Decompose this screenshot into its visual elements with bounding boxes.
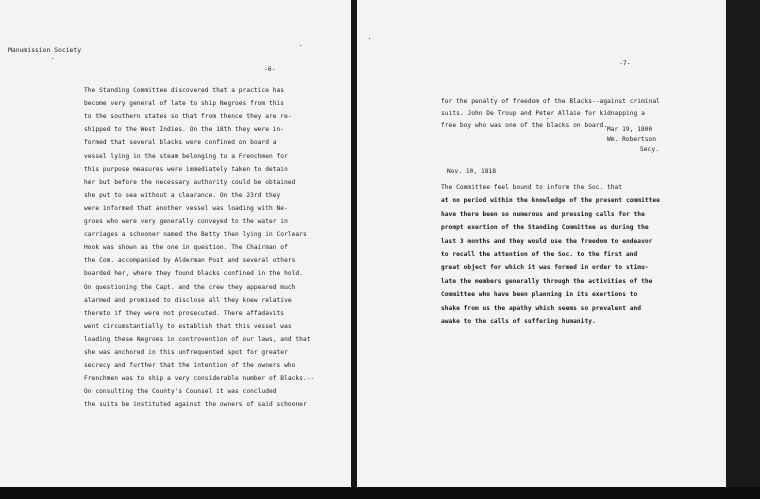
text-line: suits. John De Troup and Peter Allaie for kidnapping a [441, 110, 645, 118]
signature-name: Wm. Robertson [607, 136, 657, 143]
text-line: On consulting the County's Counsel it was concluded [84, 388, 277, 396]
text-line: for the penalty of freedom of the Blacks--against criminal [441, 98, 660, 105]
text-line: Committee who have been planning in its exertions to [441, 291, 638, 299]
text-line: The Standing Committee discovered that a practice has [84, 87, 285, 94]
text-line: Hook was shown as the one in question. The Chairman of [84, 244, 288, 252]
signature-date: Mar 19, 1800 [607, 126, 653, 133]
text-line: this purpose measures were immediately taken to detain [84, 165, 288, 173]
running-head: Manumission Society [8, 46, 82, 54]
scan-border-bottom [0, 487, 760, 499]
text-line: went circumstantially to establish that this vessel was [84, 322, 292, 330]
text-line: she was anchored in this unfrequented spot for greater [84, 349, 288, 356]
text-line: have there been so numerous and pressing calls for the [441, 210, 645, 218]
right-document-page [357, 0, 726, 487]
text-line: secrecy and further that the intention of the owners who [84, 362, 296, 370]
text-line: On questioning the Capt. and the crew they appeared much [84, 283, 296, 291]
text-line: carriages a schooner named the Betty then lying in Corlears [84, 231, 307, 239]
text-line: she put to sea without a clearance. On the 23rd they [84, 191, 281, 199]
paper-speck [369, 38, 370, 39]
paper-speck [547, 118, 548, 119]
text-line: at no period within the knowledge of the present committee [441, 197, 660, 205]
text-line: loading these Negroes in controvention of our laws, and that [84, 335, 311, 343]
text-line: The Committee feel bound to inform the Soc. that [441, 184, 623, 191]
text-line: shake from us the apathy which seems so prevalent and [441, 304, 642, 312]
signature-title: Secy. [640, 146, 659, 153]
text-line: were informed that another vessel was loading with Ne- [84, 204, 288, 212]
text-line: thereto if they were not prosecuted. There affadavits [84, 309, 285, 317]
text-line: vessel lying in the steam belonging to a Frenchmen for [84, 152, 288, 160]
text-line: late the members generally through the activities of the [441, 277, 653, 285]
text-line: alarmed and promised to disclose all they knew relative [84, 296, 292, 304]
text-line: the Com. accompanied by Alderman Post and several others [84, 257, 296, 265]
text-line: last 3 months and they would use the freedom to endeavor [441, 237, 653, 245]
text-line: great object for which it was formed in order to stimu- [441, 264, 649, 272]
text-line: become very general of late to ship Negroes from this [84, 100, 285, 108]
paper-speck [52, 58, 53, 59]
text-line: shipped to the West Indies. On the 18th they were in- [84, 126, 285, 134]
left-document-page [0, 0, 351, 487]
page-number-right: -7- [619, 59, 631, 67]
text-line: to the southern states so that from thence they are re- [84, 113, 292, 121]
text-line: formed that several blacks were confined on board a [84, 139, 277, 147]
text-line: Frenchmen was to ship a very considerable number of Blacks.-- [84, 375, 315, 383]
text-line: boarded her, where they found blacks confined in the hold. [84, 270, 303, 278]
text-line: the suits be instituted against the owners of said schooner [84, 401, 307, 409]
page-number-left: -6- [264, 65, 276, 73]
text-line: her but before the necessary authority could be obtained [84, 178, 296, 186]
paper-speck [300, 45, 301, 46]
text-line: to recall the attention of the Soc. to the first and [441, 251, 638, 258]
entry-date: Nov. 10, 1818 [447, 168, 497, 175]
text-line: groes who were very generally conveyed to the water in [84, 218, 288, 225]
text-line: prompt exertion of the Standing Committee as during the [441, 224, 649, 232]
text-line: free boy who was one of the blacks on board. [441, 122, 608, 130]
text-line: awake to the calls of suffering humanity. [441, 318, 596, 325]
scan-border-right [726, 0, 760, 499]
